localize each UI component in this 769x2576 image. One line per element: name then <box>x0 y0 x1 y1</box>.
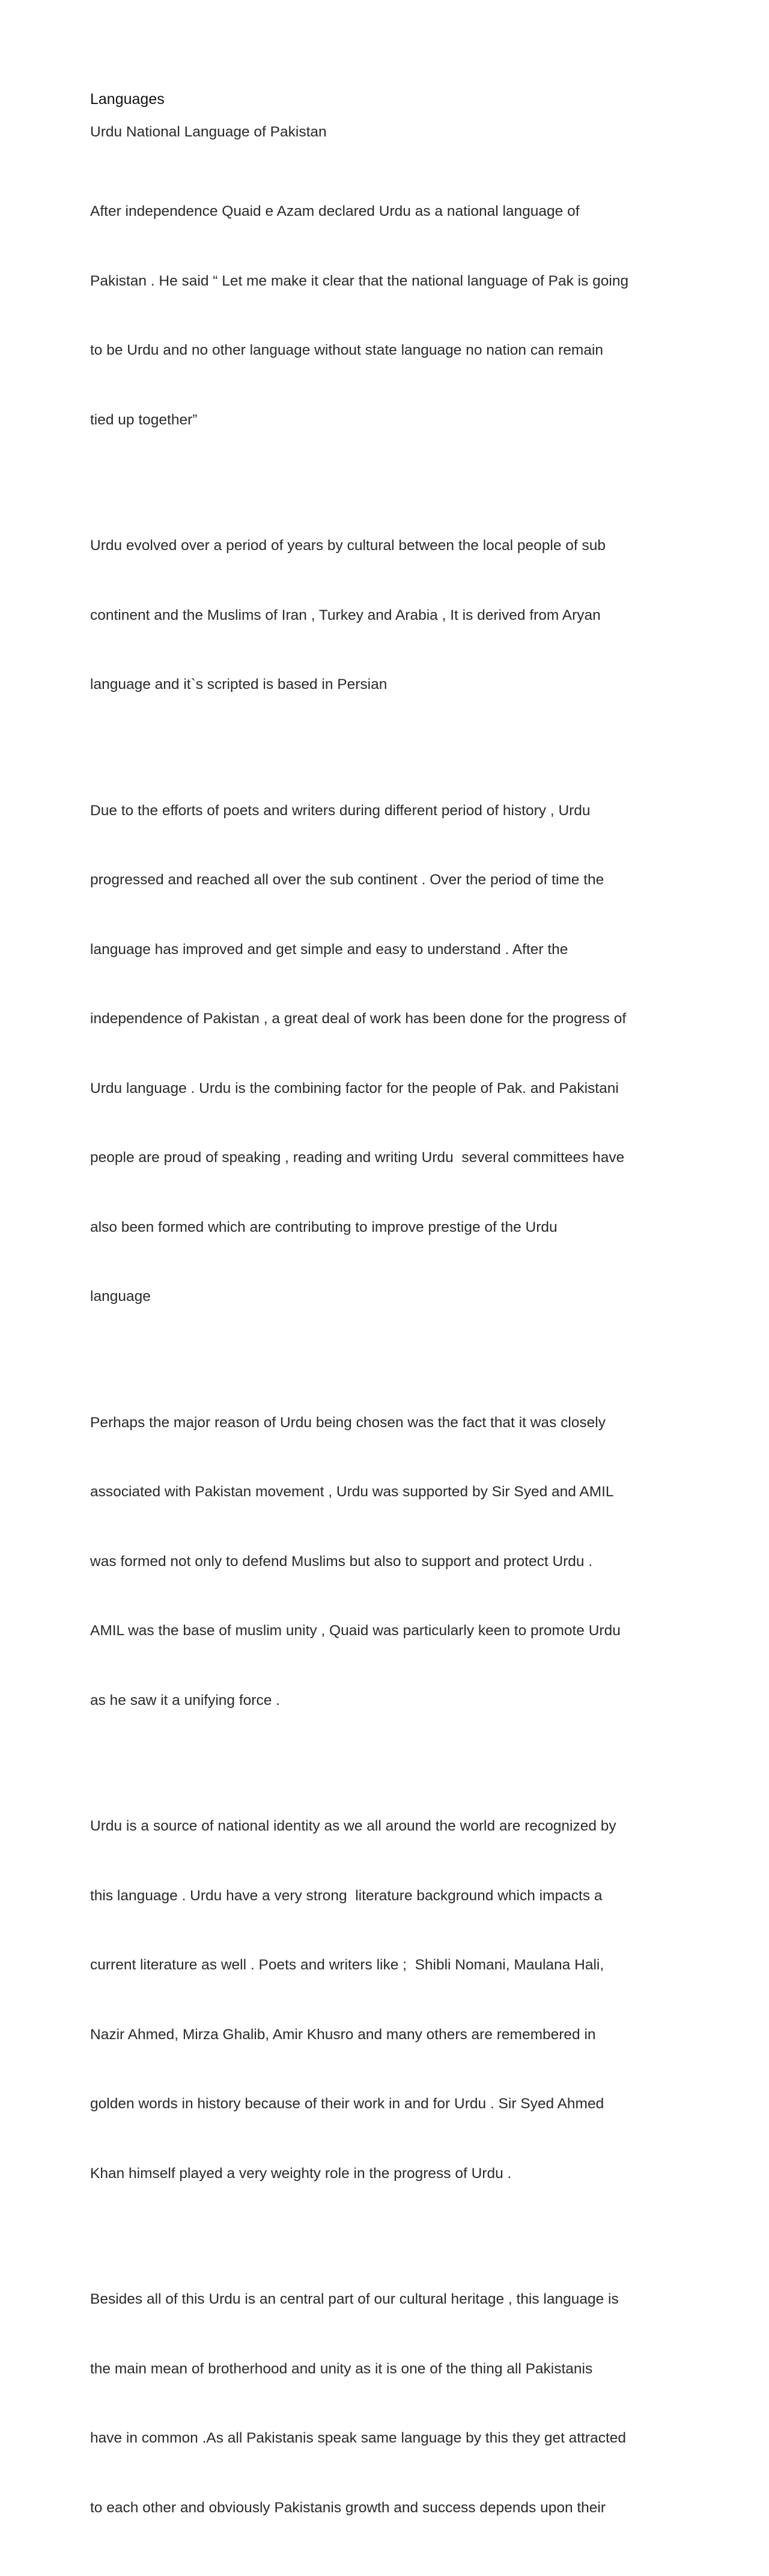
text-line: progressed and reached all over the sub continent . Over the period of time the <box>90 872 604 888</box>
paragraph-cultural-heritage <box>90 2242 679 2566</box>
text-line: associated with Pakistan movement , Urdu was supported by Sir Syed and AMIL <box>90 1484 614 1500</box>
paragraph-urdu-origin <box>90 488 679 743</box>
text-line: also been formed which are contributing to improve prestige of the Urdu <box>90 1219 558 1235</box>
text-line: have in common .As all Pakistanis speak same language by this they get attracted <box>90 2430 627 2446</box>
text-line: continent and the Muslims of Iran , Turkey and Arabia , It is derived from Aryan <box>90 607 601 623</box>
text-line: Urdu evolved over a period of years by cultural between the local people of sub <box>90 537 606 554</box>
text-line: Due to the efforts of poets and writers during different period of history , Urdu <box>90 802 591 819</box>
text-line: After independence Quaid e Azam declared Urdu as a national language of <box>90 203 580 219</box>
text-line: Urdu language . Urdu is the combining factor for the people of Pak. and Pakistani <box>90 1080 619 1097</box>
document-body <box>90 88 679 2576</box>
text-line: golden words in history because of their work in and for Urdu . Sir Syed Ahmed <box>90 2096 604 2112</box>
paragraph-pakistan-movement <box>90 1365 679 1759</box>
text-line: the main mean of brotherhood and unity as it is one of the thing all Pakistanis <box>90 2360 593 2377</box>
document-title: Languages <box>90 91 165 108</box>
text-line: Pakistan . He said “ Let me make it clear that the national language of Pak is going <box>90 272 629 289</box>
paragraph-independence-declaration <box>90 154 679 478</box>
text-line: language and it`s scripted is based in Persian <box>90 676 388 693</box>
text-line: to be Urdu and no other language without state language no nation can remain <box>90 342 604 358</box>
text-line: AMIL was the base of muslim unity , Quaid was particularly keen to promote Urdu <box>90 1623 621 1639</box>
paragraph-urdu-progress <box>90 753 679 1355</box>
text-line: Khan himself played a very weighty role in the progress of Urdu . <box>90 2165 512 2182</box>
text-line: tied up together” <box>90 411 198 428</box>
document-subtitle: Urdu National Language of Pakistan <box>90 124 327 140</box>
text-line: Nazir Ahmed, Mirza Ghalib, Amir Khusro and many others are remembered in <box>90 2026 596 2043</box>
text-line: to each other and obviously Pakistanis growth and success depends upon their <box>90 2499 606 2516</box>
text-line: this language . Urdu have a very strong literature background which impacts a <box>90 1887 603 1904</box>
text-line: current literature as well . Poets and writers like ; Shibli Nomani, Maulana Hali, <box>90 1957 604 1973</box>
text-line: Urdu is a source of national identity as we all around the world are recognized by <box>90 1818 616 1834</box>
text-line: was formed not only to defend Muslims but also to support and protect Urdu . <box>90 1553 593 1570</box>
text-line: independence of Pakistan , a great deal of work has been done for the progress of <box>90 1011 627 1027</box>
text-line: language <box>90 1288 151 1305</box>
text-line: language has improved and get simple and easy to understand . After the <box>90 941 568 958</box>
text-line: Besides all of this Urdu is an central part of our cultural heritage , this language is <box>90 2291 619 2307</box>
text-line: as he saw it a unifying force . <box>90 1692 280 1709</box>
paragraph-national-identity <box>90 1769 679 2232</box>
text-line: people are proud of speaking , reading and writing Urdu several committees have <box>90 1149 625 1166</box>
text-line: Perhaps the major reason of Urdu being chosen was the fact that it was closely <box>90 1414 606 1431</box>
